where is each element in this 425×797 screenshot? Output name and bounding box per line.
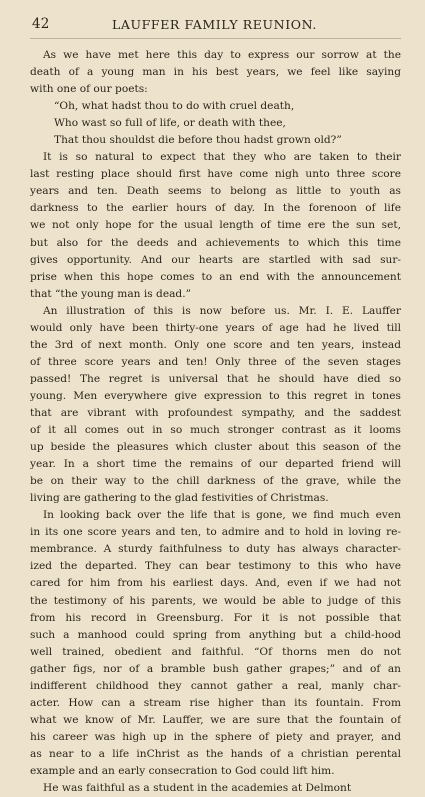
text-line: In looking back over the life that is gone, we find much even xyxy=(43,509,401,522)
text-line: An illustration of this is now before us. Mr. I. E. Lauffer xyxy=(43,304,401,317)
text-line: darkness to the earlier hours of day. In the forenoon of life xyxy=(30,202,401,215)
text-line: cared for him from his earliest days. And, even if we had not xyxy=(30,577,401,590)
paragraph xyxy=(30,149,401,302)
text-line: last resting place should first have come nigh unto three score xyxy=(30,168,401,181)
text-line: passed! The regret is universal that he should have died so xyxy=(30,372,401,385)
text-line: well trained, obedient and faithful. “Of thorns men do not xyxy=(30,645,401,658)
text-line: as near to a life inChrist as the hands of a christian perental xyxy=(30,747,401,760)
text-line: indifferent childhood they cannot gather a real, manly char- xyxy=(30,679,401,692)
paragraph xyxy=(30,507,401,780)
text-line: It is so natural to expect that they who are taken to their xyxy=(43,151,401,164)
quote-line: Who wast so full of life, or death with thee, xyxy=(54,117,286,130)
quote-block xyxy=(30,98,401,149)
text-line: year. In a short time the remains of our departed friend will xyxy=(30,458,401,471)
quote-line: “Oh, what hadst thou to do with cruel death, xyxy=(54,100,295,113)
text-line: be on their way to the chill darkness of the grave, while the xyxy=(30,475,401,488)
text-line: the testimony of his parents, we would be able to judge of this xyxy=(30,594,401,607)
text-line: prise when this hope comes to an end with the announcement xyxy=(30,270,401,283)
paragraph xyxy=(30,780,401,797)
text-line: that “the young man is dead.” xyxy=(30,287,191,300)
text-line: He was faithful as a student in the academies at Delmont xyxy=(43,782,352,795)
text-line: of three score years and ten! Only three of the seven stages xyxy=(30,355,401,368)
text-line: such a manhood could spring from anything but a child-hood xyxy=(30,628,401,641)
header-rule xyxy=(30,38,401,39)
text-line: would only have been thirty-one years of age had he lived till xyxy=(30,321,401,334)
text-line: gives opportunity. And our hearts are startled with sad sur- xyxy=(30,253,401,266)
text-line: up beside the pleasures which cluster about this season of the xyxy=(30,441,401,454)
text-line: years and ten. Death seems to belong as little to youth as xyxy=(30,185,401,198)
paragraph xyxy=(30,47,401,98)
text-line: young. Men everywhere give expression to this regret in tones xyxy=(30,389,401,402)
text-line: with one of our poets: xyxy=(30,83,148,96)
text-line: what we know of Mr. Lauffer, we are sure that the fountain of xyxy=(30,713,401,726)
text-line: gather figs, nor of a bramble bush gather grapes;” and of an xyxy=(30,662,401,675)
paragraph xyxy=(30,303,401,508)
text-line: we not only hope for the usual length of time ere the sun set, xyxy=(30,219,401,232)
text-line: membrance. A sturdy faithfulness to duty has always character- xyxy=(30,543,401,556)
page-number: 42 xyxy=(32,16,50,32)
running-title: LAUFFER FAMILY REUNION. xyxy=(112,17,317,32)
text-line: that are vibrant with profoundest sympathy, and the saddest xyxy=(30,406,401,419)
text-line: the 3rd of next month. Only one score and ten years, instead xyxy=(30,338,401,351)
text-line: from his record in Greensburg. For it is not possible that xyxy=(30,611,401,624)
text-line: living are gathering to the glad festivities of Christmas. xyxy=(30,492,329,505)
running-head xyxy=(30,16,401,36)
text-line: example and an early consecration to God could lift him. xyxy=(30,764,335,777)
text-line: in its one score years and ten, to admire and to hold in loving re- xyxy=(30,526,401,539)
body-text xyxy=(30,47,401,797)
text-line: As we have met here this day to express our sorrow at the xyxy=(43,49,401,61)
quote-line: That thou shouldst die before thou hadst grown old?” xyxy=(54,134,342,147)
text-line: his career was high up in the sphere of piety and prayer, and xyxy=(30,730,401,743)
text-line: of it all comes out in so much stronger contrast as it looms xyxy=(30,424,401,437)
text-line: death of a young man in his best years, we feel like saying xyxy=(30,66,401,79)
text-line: acter. How can a stream rise higher than its fountain. From xyxy=(30,696,401,709)
text-line: ized the departed. They can bear testimony to this who have xyxy=(30,560,401,573)
text-line: but also for the deeds and achievements to which this time xyxy=(30,236,401,249)
